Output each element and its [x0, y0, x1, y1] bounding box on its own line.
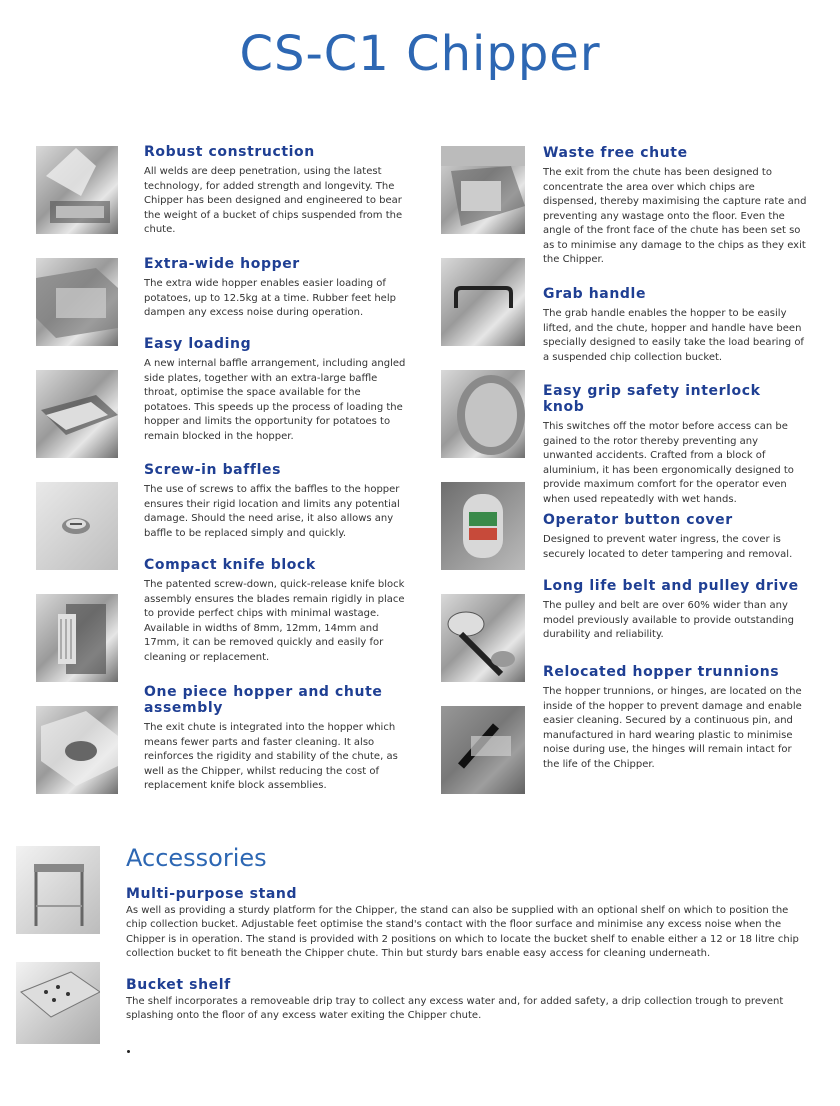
- interlock-knob-photo: [441, 370, 525, 458]
- feature-text: All welds are deep penetration, using the latest technology, for added strength and longevity. The Chipper has been designed and engineered to bear the weight of a bucket of chips suspended from the chute.: [144, 166, 403, 235]
- feature-extra-wide-hopper: [144, 256, 406, 321]
- feature-text: The hopper trunnions, or hinges, are located on the inside of the hopper to prevent damage and enable easier cleaning. Secured by a continuous pin, and manufactured in hard wearing plastic to minimise noise during use, the hinges will remain intact for the life of the Chipper.: [543, 686, 802, 770]
- feature-heading: Waste free chute: [543, 145, 688, 161]
- grab-handle-photo: [441, 258, 525, 346]
- feature-heading: One piece hopper and chute assembly: [144, 684, 383, 716]
- feature-heading: Easy loading: [144, 336, 252, 352]
- feature-operator-button-cover: [543, 512, 807, 562]
- feature-heading: Screw-in baffles: [144, 462, 282, 478]
- accessory-heading: Multi-purpose stand: [126, 886, 298, 902]
- feature-text: The extra wide hopper enables easier loading of potatoes, up to 12.5kg at a time. Rubber feet help dampen any excess noise during operation.: [144, 278, 396, 318]
- multi-purpose-stand-photo: [16, 846, 100, 934]
- feature-heading: Grab handle: [543, 286, 647, 302]
- belt-pulley-drive-photo: [441, 594, 525, 682]
- feature-heading: Operator button cover: [543, 512, 733, 528]
- compact-knife-block-photo: [36, 594, 118, 682]
- feature-robust-construction: [144, 144, 406, 238]
- feature-grab-handle: [543, 286, 807, 365]
- feature-heading: Relocated hopper trunnions: [543, 664, 780, 680]
- screw-in-baffles-photo: [36, 482, 118, 570]
- feature-text: The exit from the chute has been designed to concentrate the area over which chips are dispensed, thereby maximising the capture rate and preventing any wastage onto the floor. Even the angle of the front face of the chute has been set so as to minimise any damage to the chips as they exit the Chipper.: [543, 167, 807, 265]
- hopper-chute-assembly-photo: [36, 706, 118, 794]
- feature-belt-pulley-drive: [543, 578, 807, 643]
- feature-text: This switches off the motor before access can be gained to the rotor thereby preventing any unwanted accidents. Crafted from a block of aluminium, it has been ergonomically designed to provide maximum comfort for the operator even when used repeatedly with wet hands.: [543, 421, 794, 505]
- feature-waste-free-chute: [543, 145, 807, 268]
- operator-button-cover-photo: [441, 482, 525, 570]
- bullet-dot: [127, 1050, 130, 1053]
- feature-heading: Extra-wide hopper: [144, 256, 300, 272]
- feature-text: The use of screws to affix the baffles to the hopper ensures their rigid location and limits any potential damage. Should the need arise, it also allows any baffle to be replaced simply and quickly.: [144, 484, 400, 539]
- feature-easy-loading: [144, 336, 408, 444]
- accessory-text: As well as providing a sturdy platform for the Chipper, the stand can also be supplied with an optional shelf on which to position the chip collection bucket. Adjustable feet optimise the stand's contact with the floor surface and minimise any excess noise when the Chipper is in operation. The stand is provided with 2 positions on which to locate the bucket shelf to enable either a 12 or 18 litre chip collection bucket to fit beneath the Chipper chute. Thin but sturdy bars enable easy access for cleaning underneath.: [126, 905, 799, 959]
- feature-text: A new internal baffle arrangement, including angled side plates, together with an extra-large baffle throat, optimise the space available for the potatoes. This speeds up the process of loading the hopper and limits the opportunity for potatoes to remain blocked in the hopper.: [144, 358, 406, 442]
- accessory-bucket-shelf: [126, 977, 806, 1024]
- page-title: CS-C1 Chipper: [239, 26, 601, 82]
- feature-text: The exit chute is integrated into the hopper which means fewer parts and faster cleaning. It also reinforces the rigidity and stability of the chute, as well as the Chipper, whilst reducing the cost of replacement knife block assemblies.: [144, 722, 398, 791]
- feature-text: The patented screw-down, quick-release knife block assembly ensures the blades remain rigidly in place to provide perfect chips with minimal wastage. Available in widths of 8mm, 12mm, 14mm and 17mm, it can be removed quickly and easily for cleaning or replacement.: [144, 579, 405, 663]
- waste-free-chute-photo: [441, 146, 525, 234]
- extra-wide-hopper-photo: [36, 258, 118, 346]
- feature-hopper-chute-assembly: [144, 684, 406, 794]
- robust-construction-photo: [36, 146, 118, 234]
- feature-text: The grab handle enables the hopper to be easily lifted, and the chute, hopper and handle have been specially designed to easily take the load bearing of a suspended chip collection bucket.: [543, 308, 804, 363]
- accessories-title: Accessories: [126, 844, 267, 872]
- feature-heading: Long life belt and pulley drive: [543, 578, 799, 594]
- feature-compact-knife-block: [144, 557, 406, 665]
- bucket-shelf-photo: [16, 962, 100, 1044]
- accessory-multi-purpose-stand: [126, 886, 806, 961]
- feature-heading: Compact knife block: [144, 557, 316, 573]
- accessory-heading: Bucket shelf: [126, 977, 231, 993]
- easy-loading-photo: [36, 370, 118, 458]
- accessory-text: The shelf incorporates a removeable drip tray to collect any excess water and, for added safety, a drip collection trough to prevent splashing onto the floor of any excess water exiting the Chipper chute.: [126, 996, 784, 1022]
- feature-text: Designed to prevent water ingress, the cover is securely located to deter tampering and removal.: [543, 534, 793, 560]
- feature-interlock-knob: [543, 383, 807, 507]
- feature-text: The pulley and belt are over 60% wider than any model previously available to provide outstanding durability and reliability.: [543, 600, 794, 640]
- feature-heading: Easy grip safety interlock knob: [543, 383, 761, 415]
- hopper-trunnions-photo: [441, 706, 525, 794]
- feature-hopper-trunnions: [543, 664, 807, 772]
- feature-screw-in-baffles: [144, 462, 408, 541]
- feature-heading: Robust construction: [144, 144, 315, 160]
